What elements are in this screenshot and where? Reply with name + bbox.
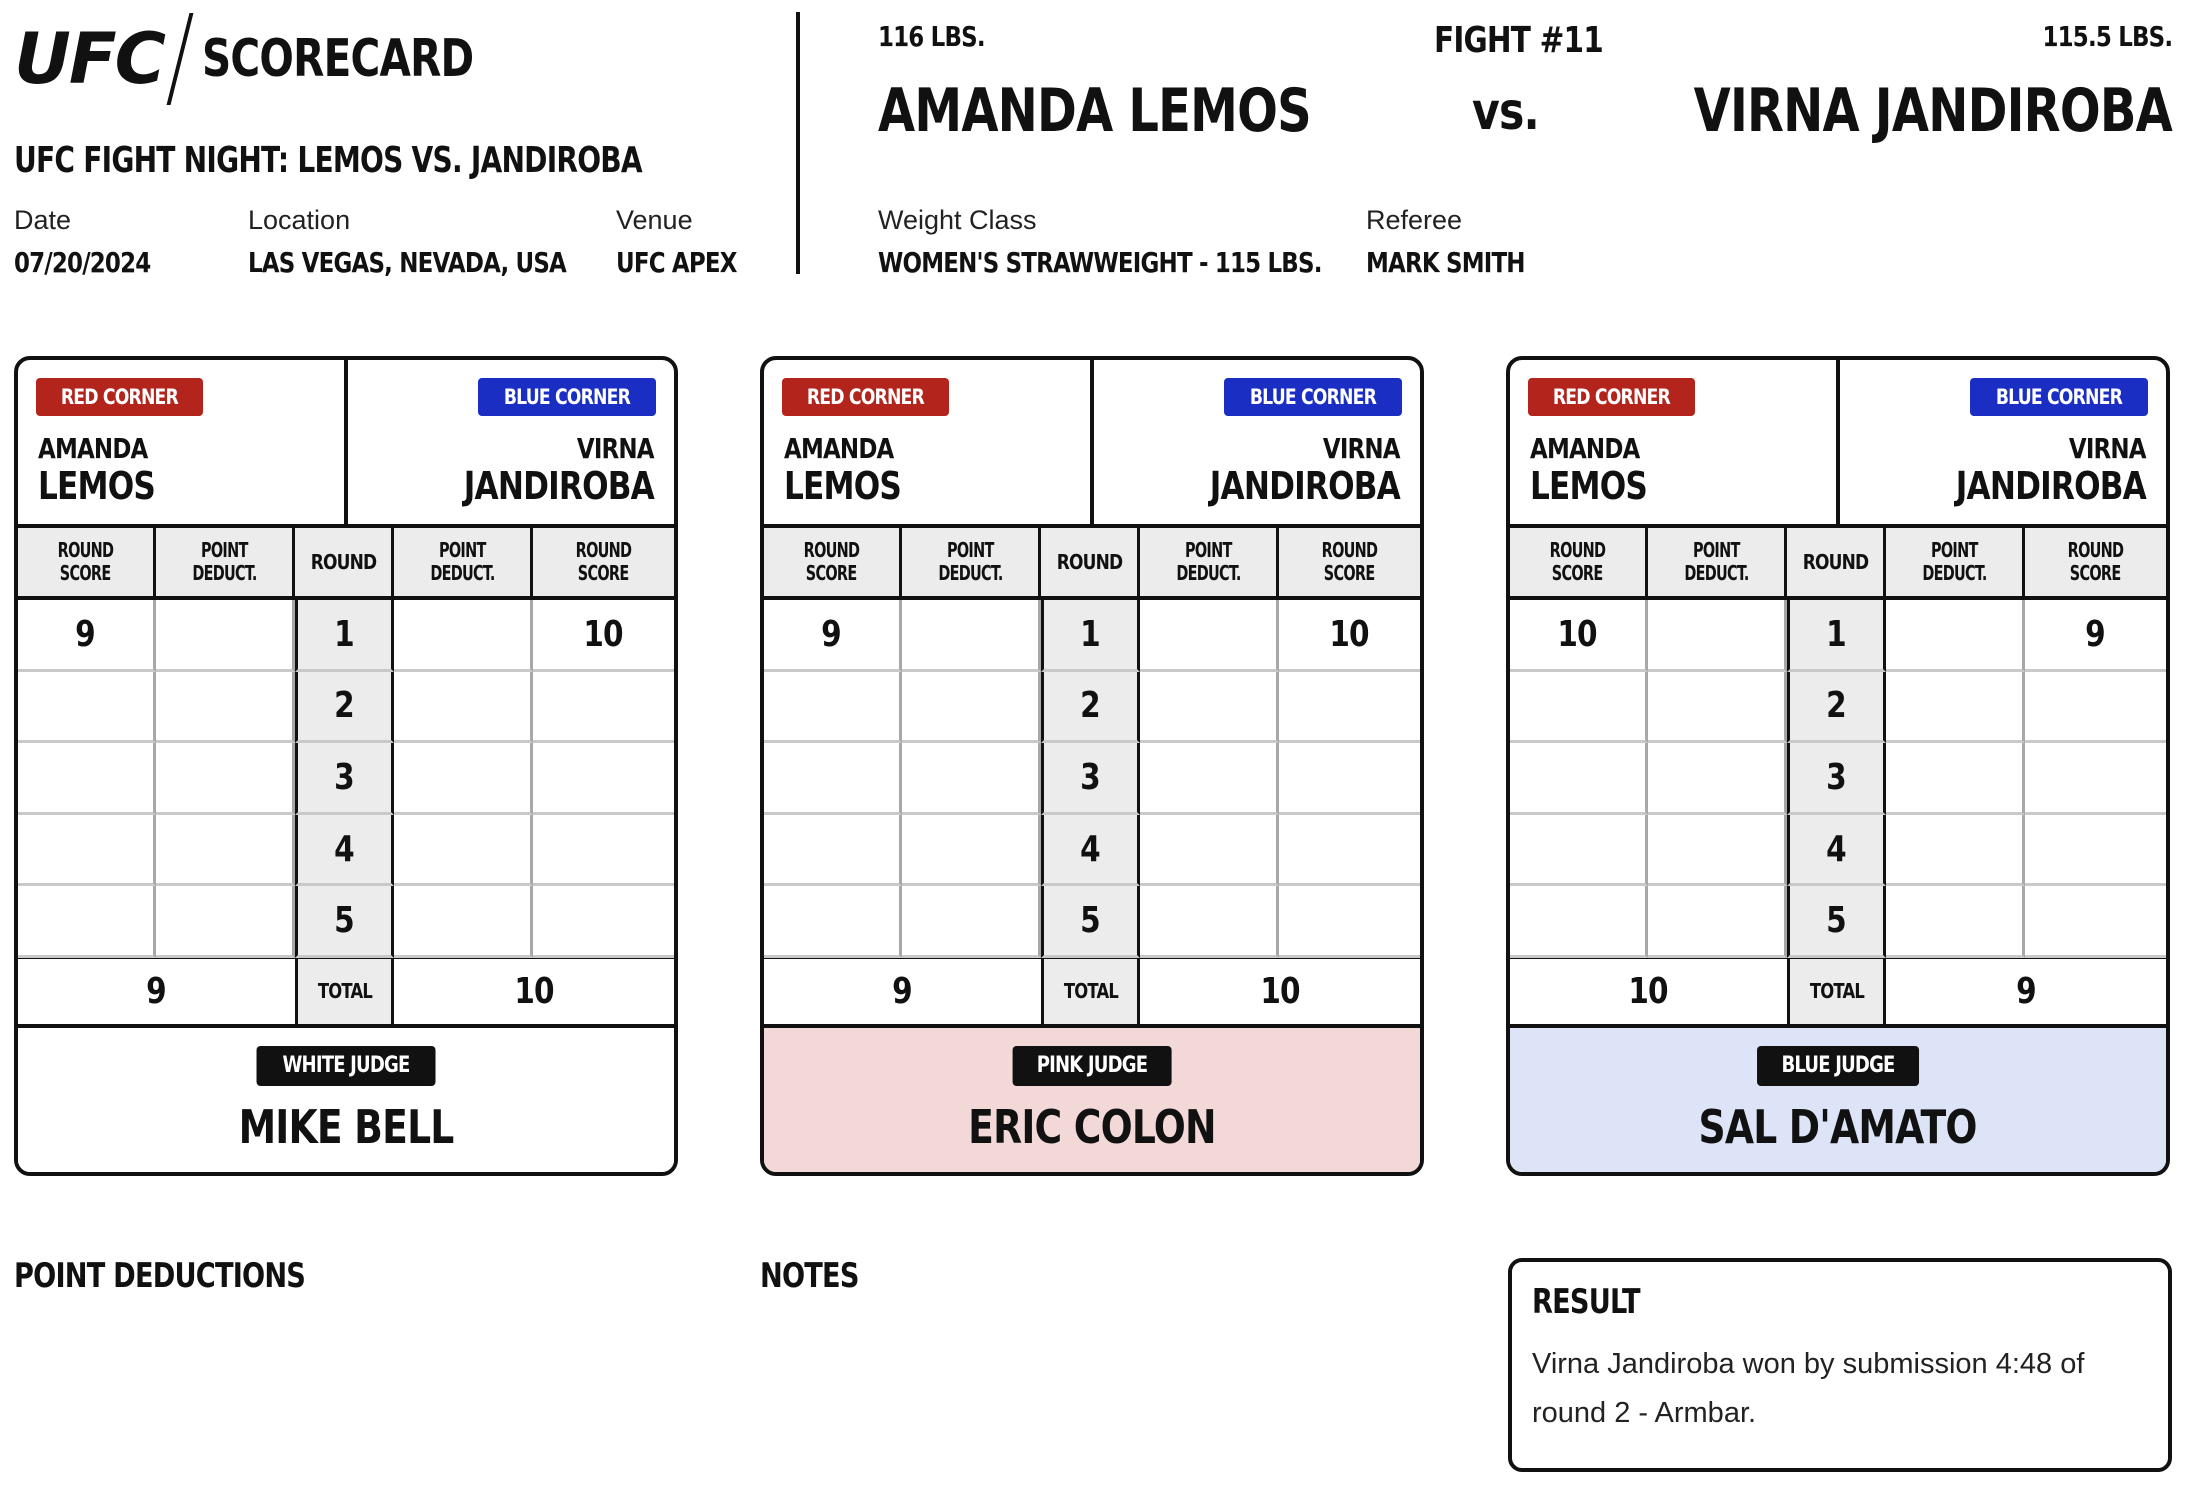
red-round-score: 9 xyxy=(821,613,842,655)
blue-round-score: 10 xyxy=(583,613,624,655)
red-round-score-cell xyxy=(18,672,156,744)
score-column-headers xyxy=(1510,528,2166,600)
round-number-cell xyxy=(1041,600,1140,672)
red-round-score: 9 xyxy=(75,613,96,655)
round-number: 4 xyxy=(1080,828,1101,870)
red-corner-tag: RED CORNER xyxy=(782,378,949,416)
blue-corner-tag: BLUE CORNER xyxy=(1970,378,2148,416)
judge-scorecard-3 xyxy=(1506,356,2170,1176)
round-number: 1 xyxy=(1080,613,1101,655)
red-point-deduct-cell xyxy=(902,743,1041,815)
blue-point-deduct-cell xyxy=(394,600,533,672)
round-number-cell xyxy=(1041,815,1140,887)
red-point-deduct-header: POINT DEDUCT. xyxy=(902,528,1041,596)
red-point-deduct-cell xyxy=(1648,672,1787,744)
blue-round-score-header: ROUND SCORE xyxy=(575,538,632,585)
blue-fighter-last-name: JANDIROBA xyxy=(1209,464,1400,508)
round-number: 2 xyxy=(1080,685,1101,727)
date-label: Date xyxy=(14,205,72,235)
totals-row xyxy=(18,955,674,1028)
blue-corner-panel xyxy=(1840,360,2166,524)
judge-name: ERIC COLON xyxy=(968,1099,1216,1154)
red-round-score-cell xyxy=(1510,743,1648,815)
total-label: TOTAL xyxy=(1787,959,1886,1024)
blue-round-score-cell xyxy=(533,743,674,815)
round-header: ROUND xyxy=(295,528,394,596)
red-corner-panel xyxy=(764,360,1094,524)
event-title: UFC FIGHT NIGHT: LEMOS VS. JANDIROBA xyxy=(14,140,642,181)
red-point-deduct-cell xyxy=(902,815,1041,887)
logo-word: SCORECARD xyxy=(202,29,474,89)
blue-round-score-cell xyxy=(1279,600,1420,672)
red-point-deduct-cell xyxy=(156,815,295,887)
judge-tag: PINK JUDGE xyxy=(1013,1046,1172,1086)
weight-class-label: Weight Class xyxy=(878,205,1037,235)
blue-round-score-cell xyxy=(2025,743,2166,815)
referee-value: MARK SMITH xyxy=(1366,246,1525,279)
red-point-deduct-cell xyxy=(1648,815,1787,887)
round-number: 4 xyxy=(334,828,355,870)
score-column-headers xyxy=(18,528,674,600)
blue-round-score-cell xyxy=(2025,600,2166,672)
red-fighter-last-name: LEMOS xyxy=(784,464,901,508)
judge-name: MIKE BELL xyxy=(238,1099,454,1154)
red-point-deduct-header: POINT DEDUCT. xyxy=(1648,528,1787,596)
judge-panel xyxy=(1510,1028,2166,1174)
red-point-deduct-cell xyxy=(156,672,295,744)
meta-date xyxy=(14,205,180,279)
red-total-score: 10 xyxy=(1628,970,1669,1012)
red-point-deduct-cell xyxy=(156,743,295,815)
round-number-cell xyxy=(1787,743,1886,815)
blue-point-deduct-cell xyxy=(394,743,533,815)
header-divider xyxy=(796,12,800,274)
round-number: 1 xyxy=(1826,613,1847,655)
round-number: 3 xyxy=(1826,756,1847,798)
blue-corner-tag: BLUE CORNER xyxy=(478,378,656,416)
red-point-deduct-cell xyxy=(156,600,295,672)
red-point-deduct-cell xyxy=(902,600,1041,672)
red-round-score-cell xyxy=(1510,886,1648,958)
judge-panel xyxy=(764,1028,1420,1174)
red-point-deduct-cell xyxy=(1648,600,1787,672)
meta-venue xyxy=(616,205,763,279)
blue-point-deduct-cell xyxy=(394,815,533,887)
round-number: 4 xyxy=(1826,828,1847,870)
red-fighter-weight: 116 LBS. xyxy=(878,20,985,53)
totals-row xyxy=(764,955,1420,1028)
blue-point-deduct-cell xyxy=(1140,815,1279,887)
blue-round-score-cell xyxy=(2025,672,2166,744)
fight-number: FIGHT #11 xyxy=(1434,20,1603,61)
blue-fighter-first-name: VIRNA xyxy=(577,432,654,465)
round-number-cell xyxy=(295,672,394,744)
blue-fighter-last-name: JANDIROBA xyxy=(1955,464,2146,508)
red-point-deduct-cell xyxy=(902,886,1041,958)
judge-panel xyxy=(18,1028,674,1174)
judge-name: SAL D'AMATO xyxy=(1698,1099,1978,1154)
logo-slash xyxy=(167,13,194,105)
date-value: 07/20/2024 xyxy=(14,246,151,279)
total-label: TOTAL xyxy=(1041,959,1140,1024)
red-round-score-cell xyxy=(764,672,902,744)
red-round-score-cell xyxy=(18,886,156,958)
red-round-score-cell xyxy=(764,815,902,887)
red-round-score-cell xyxy=(1510,815,1648,887)
judge-scorecard-2 xyxy=(760,356,1424,1176)
red-round-score-header: ROUND SCORE xyxy=(764,528,902,596)
notes-title: NOTES xyxy=(760,1256,859,1296)
round-number-cell xyxy=(295,815,394,887)
red-round-score-cell xyxy=(1510,600,1648,672)
round-score-grid xyxy=(764,600,1420,958)
round-number: 1 xyxy=(334,613,355,655)
round-header: ROUND xyxy=(1041,528,1140,596)
blue-total-score: 10 xyxy=(1260,970,1300,1012)
blue-fighter-weight: 115.5 LBS. xyxy=(2042,20,2172,53)
blue-fighter-name: VIRNA JANDIROBA xyxy=(1693,76,2172,146)
result-text: Virna Jandiroba won by submission 4:48 of round 2 - Armbar. xyxy=(1532,1348,2085,1429)
red-point-deduct-cell xyxy=(156,886,295,958)
blue-point-deduct-cell xyxy=(394,886,533,958)
result-title: RESULT xyxy=(1532,1282,1640,1322)
versus-label: vs. xyxy=(1472,82,1539,142)
red-fighter-name: AMANDA LEMOS xyxy=(878,76,1311,146)
round-number-cell xyxy=(1041,743,1140,815)
red-point-deduct-cell xyxy=(902,672,1041,744)
venue-value: UFC APEX xyxy=(616,246,737,279)
red-round-score-header: ROUND SCORE xyxy=(18,528,156,596)
meta-location xyxy=(248,205,636,279)
blue-point-deduct-cell xyxy=(1140,672,1279,744)
total-label: TOTAL xyxy=(295,959,394,1024)
blue-point-deduct-cell xyxy=(394,672,533,744)
blue-round-score-cell xyxy=(533,815,674,887)
red-total-score: 9 xyxy=(892,970,913,1012)
round-number: 3 xyxy=(1080,756,1101,798)
red-round-score-cell xyxy=(764,600,902,672)
meta-referee xyxy=(1366,205,1560,279)
round-number-cell xyxy=(295,886,394,958)
blue-round-score: 10 xyxy=(1329,613,1370,655)
red-corner-tag: RED CORNER xyxy=(1528,378,1695,416)
round-number: 5 xyxy=(1826,900,1847,942)
round-number-cell xyxy=(1041,672,1140,744)
blue-point-deduct-cell xyxy=(1886,743,2025,815)
blue-round-score-header: ROUND SCORE xyxy=(1321,538,1378,585)
blue-point-deduct-cell xyxy=(1140,600,1279,672)
round-number-cell xyxy=(1787,815,1886,887)
location-label: Location xyxy=(248,205,351,235)
red-fighter-first-name: AMANDA xyxy=(784,432,894,465)
point-deductions-title: POINT DEDUCTIONS xyxy=(14,1256,306,1296)
blue-fighter-first-name: VIRNA xyxy=(1323,432,1400,465)
blue-round-score-cell xyxy=(533,886,674,958)
blue-point-deduct-cell xyxy=(1140,886,1279,958)
red-round-score-cell xyxy=(18,743,156,815)
red-corner-tag: RED CORNER xyxy=(36,378,203,416)
scorecard-header xyxy=(1510,360,2166,528)
round-score-grid xyxy=(1510,600,2166,958)
round-number: 5 xyxy=(1080,900,1101,942)
round-score-grid xyxy=(18,600,674,958)
round-number-cell xyxy=(295,743,394,815)
weight-class-value: WOMEN'S STRAWWEIGHT - 115 LBS. xyxy=(878,246,1322,279)
location-value: LAS VEGAS, NEVADA, USA xyxy=(248,246,567,279)
score-column-headers xyxy=(764,528,1420,600)
referee-label: Referee xyxy=(1366,205,1463,235)
judge-tag: WHITE JUDGE xyxy=(257,1046,436,1086)
totals-row xyxy=(1510,955,2166,1028)
blue-round-score-header: ROUND SCORE xyxy=(2067,538,2124,585)
blue-round-score-cell xyxy=(533,672,674,744)
round-number: 2 xyxy=(334,685,355,727)
blue-point-deduct-cell xyxy=(1886,815,2025,887)
scorecard-header xyxy=(18,360,674,528)
round-number-cell xyxy=(1787,886,1886,958)
red-round-score-cell xyxy=(764,886,902,958)
blue-round-score-cell xyxy=(1279,886,1420,958)
red-round-score-cell xyxy=(1510,672,1648,744)
red-fighter-last-name: LEMOS xyxy=(38,464,155,508)
blue-round-score-cell xyxy=(2025,886,2166,958)
blue-point-deduct-header: POINT DEDUCT. xyxy=(1886,528,2025,596)
red-round-score-cell xyxy=(18,815,156,887)
red-point-deduct-cell xyxy=(1648,886,1787,958)
blue-point-deduct-cell xyxy=(1886,886,2025,958)
red-corner-panel xyxy=(18,360,348,524)
red-fighter-last-name: LEMOS xyxy=(1530,464,1647,508)
blue-round-score-cell xyxy=(533,600,674,672)
round-number: 2 xyxy=(1826,685,1847,727)
red-point-deduct-header: POINT DEDUCT. xyxy=(156,528,295,596)
blue-round-score-cell xyxy=(1279,815,1420,887)
venue-label: Venue xyxy=(616,205,693,235)
blue-round-score-cell xyxy=(1279,672,1420,744)
red-round-score-header: ROUND SCORE xyxy=(1510,528,1648,596)
red-round-score-cell xyxy=(764,743,902,815)
round-number: 5 xyxy=(334,900,355,942)
blue-point-deduct-cell xyxy=(1886,672,2025,744)
red-round-score: 10 xyxy=(1557,613,1598,655)
red-round-score-cell xyxy=(18,600,156,672)
blue-fighter-last-name: JANDIROBA xyxy=(463,464,654,508)
round-number-cell xyxy=(1787,672,1886,744)
result-box xyxy=(1508,1258,2172,1472)
round-number-cell xyxy=(1787,600,1886,672)
blue-corner-tag: BLUE CORNER xyxy=(1224,378,1402,416)
red-fighter-first-name: AMANDA xyxy=(1530,432,1640,465)
scorecard-header xyxy=(764,360,1420,528)
judge-tag: BLUE JUDGE xyxy=(1757,1046,1919,1086)
blue-corner-panel xyxy=(348,360,674,524)
blue-total-score: 9 xyxy=(2016,970,2036,1012)
blue-round-score-cell xyxy=(1279,743,1420,815)
blue-corner-panel xyxy=(1094,360,1420,524)
ufc-scorecard-logo xyxy=(14,14,550,104)
blue-point-deduct-header: POINT DEDUCT. xyxy=(394,528,533,596)
blue-total-score: 10 xyxy=(514,970,554,1012)
blue-point-deduct-cell xyxy=(1886,600,2025,672)
red-point-deduct-cell xyxy=(1648,743,1787,815)
blue-point-deduct-header: POINT DEDUCT. xyxy=(1140,528,1279,596)
round-number-cell xyxy=(1041,886,1140,958)
blue-fighter-first-name: VIRNA xyxy=(2069,432,2146,465)
blue-round-score: 9 xyxy=(2085,613,2106,655)
red-total-score: 9 xyxy=(146,970,167,1012)
round-header: ROUND xyxy=(1787,528,1886,596)
red-fighter-first-name: AMANDA xyxy=(38,432,148,465)
round-number: 3 xyxy=(334,756,355,798)
red-corner-panel xyxy=(1510,360,1840,524)
judge-scorecard-1 xyxy=(14,356,678,1176)
meta-weight-class xyxy=(878,205,1419,279)
blue-round-score-cell xyxy=(2025,815,2166,887)
blue-point-deduct-cell xyxy=(1140,743,1279,815)
round-number-cell xyxy=(295,600,394,672)
ufc-logo-mark: UFC xyxy=(14,18,165,100)
